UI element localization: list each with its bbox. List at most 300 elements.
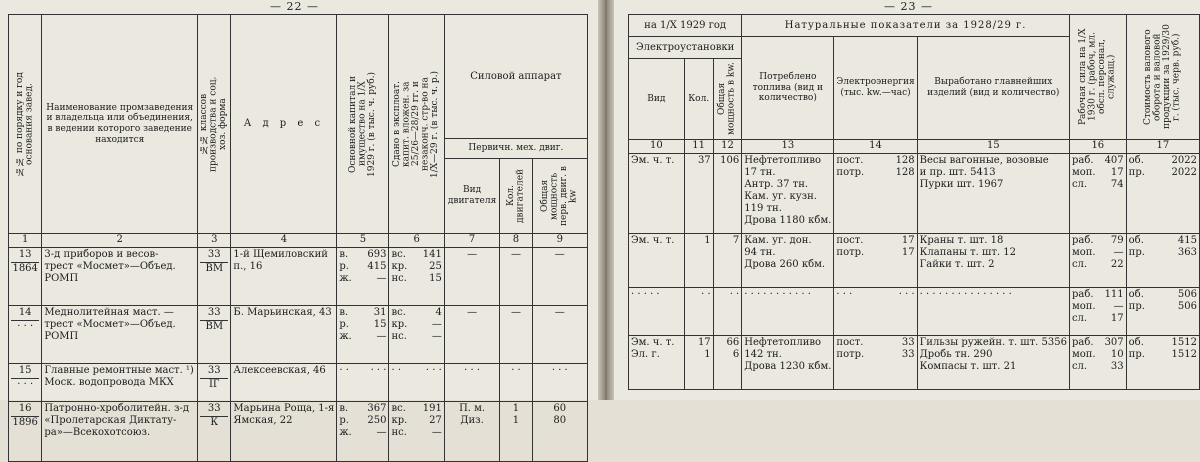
enterprise-name-line: «Пролетарская Диктату- bbox=[44, 415, 177, 426]
gross-cost-key: пр. bbox=[1128, 247, 1145, 258]
colnum: 1 bbox=[9, 234, 42, 248]
labor-force-key: сл. bbox=[1071, 361, 1088, 372]
header-electro-group: Электроустановки bbox=[629, 37, 742, 59]
address-line: Б. Марьинская, 43 bbox=[233, 307, 332, 318]
electro-power-line: 106 bbox=[720, 155, 740, 166]
engine-power bbox=[532, 306, 587, 364]
fuel-consumed-line: 142 тн. bbox=[744, 349, 782, 360]
engine-power-line: 80 bbox=[553, 415, 567, 426]
investment bbox=[389, 364, 444, 402]
products-line: Гильзы ружейн. т. шт. 5356 bbox=[919, 337, 1067, 348]
header-c10: Вид bbox=[629, 59, 685, 140]
left-column-numbers bbox=[9, 234, 588, 248]
header-c11: Кол. bbox=[684, 59, 713, 140]
gross-cost-value: 506 bbox=[1177, 289, 1197, 300]
labor-force-value: 33 bbox=[1110, 361, 1124, 372]
electro-type-line: Эм. ч. т. bbox=[631, 155, 675, 166]
header-c13: Потреблено топлива (вид и количество) bbox=[742, 37, 834, 140]
engine-type bbox=[444, 364, 500, 402]
header-c6: Сдано в эксплоат. капит. вложен. за 25/26—28/29 гг. и незаконч. стр-во на 1/X—29 г. (в тыс. ч. р.) bbox=[389, 15, 444, 234]
electro-energy-line bbox=[836, 155, 914, 167]
electro-energy-value: 17 bbox=[901, 235, 915, 246]
table-row bbox=[629, 336, 1200, 390]
investment-line bbox=[391, 415, 441, 427]
fuel-consumed-line: Кам. уг. дон. bbox=[744, 235, 812, 246]
capital-line bbox=[339, 403, 386, 415]
gross-cost-line bbox=[1129, 349, 1197, 361]
engine-type-line: — bbox=[467, 249, 478, 260]
products bbox=[917, 288, 1069, 336]
labor-force-line bbox=[1072, 361, 1124, 373]
electro-type-line: · · · · · bbox=[631, 289, 660, 300]
products-line: Дробь тн. 290 bbox=[919, 349, 993, 360]
capital-key: р. bbox=[339, 319, 349, 330]
investment-value: 141 bbox=[422, 249, 442, 260]
labor-force-key: сл. bbox=[1071, 259, 1088, 270]
gross-cost-key: пр. bbox=[1128, 167, 1145, 178]
investment-value: — bbox=[431, 427, 442, 438]
electro-count bbox=[684, 336, 713, 390]
electro-power bbox=[713, 336, 742, 390]
row-number-cell bbox=[9, 402, 42, 462]
labor-force-line bbox=[1072, 301, 1124, 313]
soc-form: ІГ bbox=[208, 379, 220, 390]
enterprise-name-line: Главные ремонтные маст. ¹) bbox=[44, 365, 194, 376]
labor-force bbox=[1069, 336, 1126, 390]
fuel-consumed bbox=[742, 336, 834, 390]
capital-value: 250 bbox=[367, 415, 387, 426]
right-column-numbers bbox=[629, 140, 1200, 154]
gross-cost-value: 1512 bbox=[1171, 337, 1197, 348]
products-line: Клапаны т. шт. 12 bbox=[919, 247, 1016, 258]
enterprise-name bbox=[42, 402, 198, 462]
gross-cost bbox=[1126, 288, 1199, 336]
labor-force-line bbox=[1072, 155, 1124, 167]
products-line: Гайки т. шт. 2 bbox=[919, 259, 995, 270]
products-line: Компасы т. шт. 21 bbox=[919, 361, 1017, 372]
capital-key: ж. bbox=[339, 331, 352, 342]
engine-type-line: Диз. bbox=[460, 415, 484, 426]
gross-cost bbox=[1126, 336, 1199, 390]
left-page bbox=[0, 0, 598, 438]
electro-energy-line bbox=[836, 167, 914, 179]
labor-force bbox=[1069, 288, 1126, 336]
engine-power bbox=[532, 248, 587, 306]
class-cell bbox=[198, 402, 231, 462]
capital-value: · · · bbox=[370, 365, 387, 376]
labor-force-line bbox=[1072, 167, 1124, 179]
fuel-consumed-line: Антр. 37 тн. bbox=[744, 179, 809, 190]
products bbox=[917, 336, 1069, 390]
engine-power-line: — bbox=[554, 249, 565, 260]
colnum: 7 bbox=[444, 234, 500, 248]
fuel-consumed bbox=[742, 288, 834, 336]
engine-count-line: — bbox=[510, 249, 521, 260]
colnum: 17 bbox=[1126, 140, 1199, 154]
header-c15: Выработано главнейших изделий (вид и количество) bbox=[917, 37, 1069, 140]
colnum: 4 bbox=[231, 234, 337, 248]
capital-key: · · bbox=[339, 365, 349, 376]
labor-force-value: 79 bbox=[1110, 235, 1124, 246]
labor-force-value: 10 bbox=[1110, 349, 1124, 360]
electro-type bbox=[629, 154, 685, 234]
electro-power-line: 66 bbox=[726, 337, 740, 348]
labor-force-key: сл. bbox=[1071, 313, 1088, 324]
capital-value: 415 bbox=[367, 261, 387, 272]
founding-year: · · · bbox=[17, 321, 34, 332]
labor-force-key: моп. bbox=[1071, 167, 1096, 178]
investment-key: нс. bbox=[391, 331, 407, 342]
gross-cost-value: 363 bbox=[1177, 247, 1197, 258]
row-number: 15 bbox=[11, 365, 39, 379]
gross-cost-key: пр. bbox=[1128, 301, 1145, 312]
electro-power bbox=[713, 234, 742, 288]
address-line: Марьина Роща, 1-я bbox=[233, 403, 335, 414]
investment-key: кр. bbox=[391, 261, 408, 272]
colnum: 10 bbox=[629, 140, 685, 154]
electro-type bbox=[629, 234, 685, 288]
capital-key: р. bbox=[339, 261, 349, 272]
capital-value: 15 bbox=[373, 319, 387, 330]
investment-line bbox=[391, 427, 441, 439]
table-row bbox=[9, 402, 588, 462]
header-c1: №№ по порядку и год основания завед. bbox=[9, 15, 42, 234]
fuel-consumed-line: Дрова 1180 кбм. bbox=[744, 215, 832, 226]
electro-power-line: · · bbox=[729, 289, 740, 300]
enterprise-name-line: ра»—Всекохотсоюз. bbox=[44, 427, 151, 438]
labor-force-line bbox=[1072, 289, 1124, 301]
row-number-cell bbox=[9, 306, 42, 364]
header-c12: Общая мощность в kw. bbox=[713, 59, 742, 140]
electro-type bbox=[629, 288, 685, 336]
class-number: 33 bbox=[200, 307, 228, 321]
capital bbox=[337, 248, 389, 306]
founding-year: 1896 bbox=[12, 417, 38, 428]
engine-power bbox=[532, 402, 587, 462]
labor-force-value: 111 bbox=[1104, 289, 1124, 300]
header-c2: Наименование промзаведения и владельца или объединения, в ведении которого заведение находится bbox=[42, 15, 198, 234]
enterprise-name-line: 3-д приборов и весов- bbox=[44, 249, 159, 260]
capital-line bbox=[339, 365, 386, 377]
header-c8: Кол. двигателей bbox=[500, 159, 532, 234]
electro-power-line: 6 bbox=[732, 349, 740, 360]
row-number-cell bbox=[9, 364, 42, 402]
fuel-consumed-line: Дрова 260 кбм. bbox=[744, 259, 826, 270]
header-c17: Стоимость валового оборота и валовой продукции за 1929/30 г. (тыс. черв. руб.) bbox=[1126, 15, 1199, 140]
products-line: · · · · · · · · · · · · · · · bbox=[919, 289, 1012, 300]
capital-line bbox=[339, 415, 386, 427]
labor-force bbox=[1069, 154, 1126, 234]
capital-line bbox=[339, 319, 386, 331]
soc-form: К bbox=[210, 417, 219, 428]
capital bbox=[337, 306, 389, 364]
address-line: п., 16 bbox=[233, 261, 263, 272]
capital-key: в. bbox=[339, 249, 349, 260]
gross-cost-value: 506 bbox=[1177, 301, 1197, 312]
address bbox=[231, 402, 337, 462]
electro-energy-line bbox=[836, 349, 914, 361]
capital-line bbox=[339, 261, 386, 273]
electro-count-line: 37 bbox=[697, 155, 711, 166]
investment-key: нс. bbox=[391, 427, 407, 438]
labor-force-value: 74 bbox=[1110, 179, 1124, 190]
header-c7: Вид двигателя bbox=[444, 159, 500, 234]
capital-key: ж. bbox=[339, 273, 352, 284]
left-header-row bbox=[9, 15, 588, 139]
electro-type-line: Эм. ч. т. bbox=[631, 235, 675, 246]
gross-cost-line bbox=[1129, 289, 1197, 301]
engine-type-line: — bbox=[467, 307, 478, 318]
electro-energy-value: 33 bbox=[901, 349, 915, 360]
labor-force-value: 407 bbox=[1104, 155, 1124, 166]
header-power-group: Силовой аппарат bbox=[444, 15, 587, 139]
class-number: 33 bbox=[200, 249, 228, 263]
electro-energy-line bbox=[836, 247, 914, 259]
engine-type bbox=[444, 248, 500, 306]
row-number: 14 bbox=[11, 307, 39, 321]
colnum: 16 bbox=[1069, 140, 1126, 154]
investment-value: 27 bbox=[429, 415, 442, 426]
table-row bbox=[9, 364, 588, 402]
enterprise-name-line: трест «Мосмет»—Объед. bbox=[44, 319, 176, 330]
electro-energy-key: · · · bbox=[836, 289, 853, 300]
gross-cost-line bbox=[1129, 301, 1197, 313]
electro-count-line: 17 bbox=[697, 337, 711, 348]
electro-energy-line bbox=[836, 289, 914, 301]
gross-cost-line bbox=[1129, 155, 1197, 167]
fuel-consumed-line: Нефтетопливо bbox=[744, 337, 822, 348]
address bbox=[231, 306, 337, 364]
capital-value: 367 bbox=[367, 403, 387, 414]
address bbox=[231, 248, 337, 306]
electro-count bbox=[684, 288, 713, 336]
engine-type-line: · · · bbox=[464, 365, 481, 376]
engine-type bbox=[444, 306, 500, 364]
labor-force-key: раб. bbox=[1071, 235, 1094, 246]
investment-value: 191 bbox=[422, 403, 442, 414]
capital-value: — bbox=[376, 273, 387, 284]
gross-cost-key: пр. bbox=[1128, 349, 1145, 360]
table-row bbox=[9, 306, 588, 364]
electro-energy-key: потр. bbox=[836, 167, 865, 178]
fuel-consumed-line: 17 тн. bbox=[744, 167, 776, 178]
labor-force-key: сл. bbox=[1071, 179, 1088, 190]
electro-energy-line bbox=[836, 235, 914, 247]
capital-line bbox=[339, 331, 386, 343]
labor-force-value: — bbox=[1113, 247, 1124, 258]
address-line: Алексеевская, 46 bbox=[233, 365, 326, 376]
labor-force-key: моп. bbox=[1071, 301, 1096, 312]
engine-power-line: — bbox=[554, 307, 565, 318]
products bbox=[917, 234, 1069, 288]
class-cell bbox=[198, 306, 231, 364]
labor-force-key: раб. bbox=[1071, 289, 1094, 300]
fuel-consumed bbox=[742, 154, 834, 234]
enterprise-name-line: Моск. водопровода МКХ bbox=[44, 377, 174, 388]
labor-force-line bbox=[1072, 179, 1124, 191]
investment-line bbox=[391, 307, 441, 319]
electro-energy-key: пост. bbox=[836, 235, 864, 246]
gross-cost-key: об. bbox=[1128, 289, 1144, 300]
electro-power bbox=[713, 154, 742, 234]
investment bbox=[389, 248, 444, 306]
investment-key: кр. bbox=[391, 319, 408, 330]
investment-line bbox=[391, 273, 441, 285]
header-c4: А д р е с bbox=[231, 15, 337, 234]
electro-energy-value: 33 bbox=[901, 337, 915, 348]
products bbox=[917, 154, 1069, 234]
investment-key: нс. bbox=[391, 273, 407, 284]
header-c3: №№ классов производства и соц. хоз. форма bbox=[198, 15, 231, 234]
products-line: и пр. шт. 5413 bbox=[919, 167, 996, 178]
fuel-consumed-line: · · · · · · · · · · · bbox=[744, 289, 811, 300]
engine-count-line: · · bbox=[511, 365, 521, 376]
engine-count-line: 1 bbox=[512, 403, 520, 414]
labor-force-line bbox=[1072, 259, 1124, 271]
header-c9: Общая мощность перв. двиг. в kw bbox=[532, 159, 587, 234]
labor-force-key: моп. bbox=[1071, 349, 1096, 360]
address bbox=[231, 364, 337, 402]
enterprise-name-line: Патронно-хроболитейн. з-д bbox=[44, 403, 189, 414]
enterprise-name-line: Меднолитейная маст. — bbox=[44, 307, 174, 318]
engine-type-line: П. м. bbox=[459, 403, 486, 414]
labor-force bbox=[1069, 234, 1126, 288]
capital-value: — bbox=[376, 331, 387, 342]
table-row bbox=[629, 154, 1200, 234]
right-page bbox=[614, 0, 1200, 400]
electro-type-line: Эл. г. bbox=[631, 349, 660, 360]
colnum: 12 bbox=[713, 140, 742, 154]
gross-cost-line bbox=[1129, 247, 1197, 259]
investment-key: вс. bbox=[391, 307, 406, 318]
electro-energy-key: пост. bbox=[836, 155, 864, 166]
investment-key: вс. bbox=[391, 403, 406, 414]
investment-line bbox=[391, 249, 441, 261]
soc-form: ВМ bbox=[205, 263, 224, 274]
electro-energy bbox=[834, 336, 917, 390]
products-line: Весы вагонные, возовые bbox=[919, 155, 1049, 166]
labor-force-key: моп. bbox=[1071, 247, 1096, 258]
fuel-consumed-line: Нефтетопливо bbox=[744, 155, 822, 166]
capital-key: р. bbox=[339, 415, 349, 426]
colnum: 8 bbox=[500, 234, 532, 248]
labor-force-line bbox=[1072, 337, 1124, 349]
colnum: 15 bbox=[917, 140, 1069, 154]
electro-type bbox=[629, 336, 685, 390]
gross-cost-value: 2022 bbox=[1171, 167, 1197, 178]
fuel-consumed-line: 119 тн. bbox=[744, 203, 782, 214]
electro-energy-value: 128 bbox=[895, 167, 915, 178]
header-primary-group: Первичн. мех. двиг. bbox=[444, 139, 587, 159]
gross-cost-value: 1512 bbox=[1171, 349, 1197, 360]
investment-value: — bbox=[431, 319, 442, 330]
electro-power bbox=[713, 288, 742, 336]
capital-line bbox=[339, 307, 386, 319]
row-number: 13 bbox=[11, 249, 39, 263]
gross-cost-key: об. bbox=[1128, 337, 1144, 348]
left-table bbox=[8, 14, 588, 462]
investment bbox=[389, 306, 444, 364]
investment-line bbox=[391, 331, 441, 343]
electro-energy-value: · · · bbox=[898, 289, 915, 300]
engine-power-line: · · · bbox=[551, 365, 568, 376]
book-gutter bbox=[598, 0, 614, 400]
electro-power-line: 7 bbox=[732, 235, 740, 246]
investment-key: кр. bbox=[391, 415, 408, 426]
header-c16: Рабочая сила на 1/X 1930 г. (рабоч, мл. обсл. персонал, служащ.) bbox=[1069, 15, 1126, 140]
enterprise-name-line: РОМП bbox=[44, 331, 79, 342]
capital-line bbox=[339, 427, 386, 439]
header-natural-group: Натуральные показатели за 1928/29 г. bbox=[742, 15, 1070, 37]
labor-force-value: 17 bbox=[1110, 167, 1124, 178]
electro-count bbox=[684, 234, 713, 288]
labor-force-line bbox=[1072, 349, 1124, 361]
right-page-number: — 23 — bbox=[884, 0, 933, 13]
colnum: 2 bbox=[42, 234, 198, 248]
colnum: 9 bbox=[532, 234, 587, 248]
electro-count-line: 1 bbox=[704, 349, 711, 360]
founding-year: 1864 bbox=[12, 263, 38, 274]
electro-energy-key: потр. bbox=[836, 349, 865, 360]
electro-energy bbox=[834, 288, 917, 336]
colnum: 6 bbox=[389, 234, 444, 248]
investment-value: · · · bbox=[425, 365, 442, 376]
enterprise-name bbox=[42, 248, 198, 306]
labor-force-key: раб. bbox=[1071, 155, 1094, 166]
header-c5: Основной капитал и имущество на 1/X 1929 г. (в тыс. ч. руб.) bbox=[337, 15, 389, 234]
labor-force-value: — bbox=[1113, 301, 1124, 312]
soc-form: ВМ bbox=[205, 321, 224, 332]
colnum: 5 bbox=[337, 234, 389, 248]
enterprise-name bbox=[42, 306, 198, 364]
investment bbox=[389, 402, 444, 462]
class-cell bbox=[198, 364, 231, 402]
gross-cost bbox=[1126, 234, 1199, 288]
labor-force-value: 17 bbox=[1110, 313, 1124, 324]
gross-cost-value: 415 bbox=[1177, 235, 1197, 246]
fuel-consumed-line: Кам. уг. кузн. bbox=[744, 191, 817, 202]
engine-count-line: — bbox=[510, 307, 521, 318]
gross-cost-value: 2022 bbox=[1171, 155, 1197, 166]
investment-line bbox=[391, 261, 441, 273]
investment-value: 15 bbox=[429, 273, 442, 284]
capital-line bbox=[339, 249, 386, 261]
investment-value: 4 bbox=[435, 307, 442, 318]
class-number: 33 bbox=[200, 403, 228, 417]
capital-value: — bbox=[376, 427, 387, 438]
gross-cost-key: об. bbox=[1128, 155, 1144, 166]
labor-force-value: 307 bbox=[1104, 337, 1124, 348]
labor-force-line bbox=[1072, 313, 1124, 325]
investment-line bbox=[391, 403, 441, 415]
table-row bbox=[9, 248, 588, 306]
table-row bbox=[629, 288, 1200, 336]
investment-key: · · bbox=[391, 365, 402, 376]
investment-key: вс. bbox=[391, 249, 406, 260]
products-line: Пурки шт. 1967 bbox=[919, 179, 1004, 190]
labor-force-key: раб. bbox=[1071, 337, 1094, 348]
capital-line bbox=[339, 273, 386, 285]
left-page-number: — 22 — bbox=[270, 0, 319, 13]
electro-energy-value: 128 bbox=[895, 155, 915, 166]
engine-type bbox=[444, 402, 500, 462]
enterprise-name bbox=[42, 364, 198, 402]
labor-force-value: 22 bbox=[1110, 259, 1124, 270]
investment-line bbox=[391, 365, 441, 377]
electro-count-line: · · bbox=[701, 289, 711, 300]
electro-energy-value: 17 bbox=[901, 247, 915, 258]
capital bbox=[337, 402, 389, 462]
